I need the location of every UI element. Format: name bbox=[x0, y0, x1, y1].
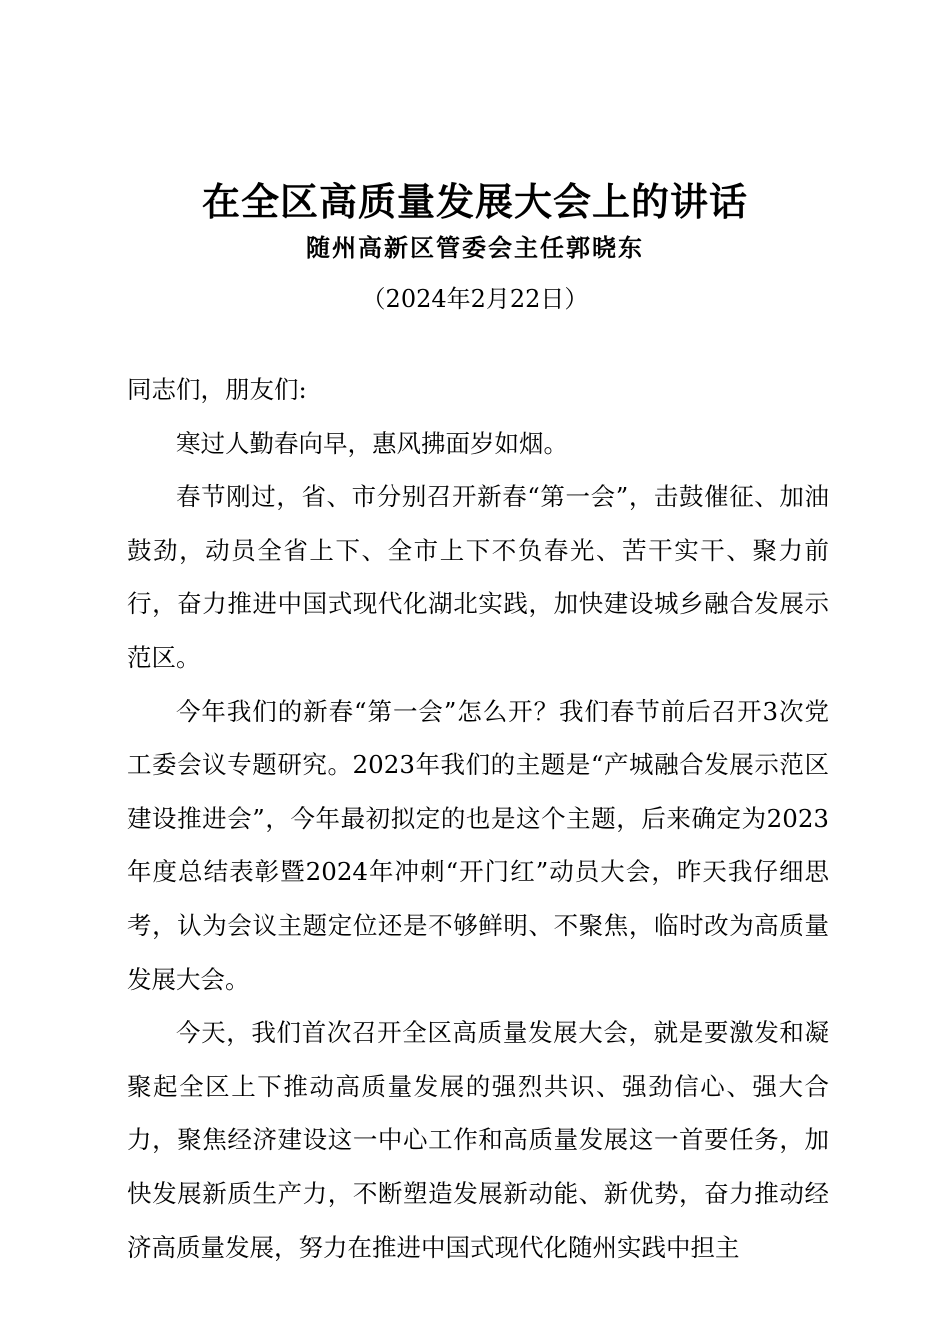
salutation: 同志们，朋友们: bbox=[127, 375, 307, 404]
speech-body bbox=[127, 363, 829, 1274]
speech-date: （2024年2月22日） bbox=[361, 285, 589, 313]
paragraph: 寒过人勤春向早，惠风拂面岁如烟。 bbox=[176, 428, 568, 458]
paragraph: 今天，我们首次召开全区高质量发展大会，就是要激发和凝聚起全区上下推动高质量发展的强烈共识、强劲信心、强大合力，聚焦经济建设这一中心工作和高质量发展这一首要任务，加快发展新质生产力，不断塑造发展新动能、新优势，奋力推动经济高质量发展，努力在推进中国式现代化随州实践中担主 bbox=[127, 1018, 829, 1262]
paragraph: 今年我们的新春“第一会”怎么开？我们春节前后召开3次党工委会议专题研究。2023年我们的主题是“产城融合发展示范区建设推进会”，今年最初拟定的也是这个主题，后来确定为2023年度总结表彰暨2024年冲刺“开门红”动员大会，昨天我仔细思考，认为会议主题定位还是不够鲜明、不聚焦，临时改为高质量发展大会。 bbox=[127, 696, 829, 994]
speaker-line: 随州高新区管委会主任郭晓东 bbox=[306, 233, 644, 262]
document-title: 在全区高质量发展大会上的讲话 bbox=[201, 179, 748, 224]
paragraph: 春节刚过，省、市分别召开新春“第一会”，击鼓催征、加油鼓劲，动员全省上下、全市上下不负春光、苦干实干、聚力前行，奋力推进中国式现代化湖北实践，加快建设城乡融合发展示范区。 bbox=[127, 482, 829, 672]
